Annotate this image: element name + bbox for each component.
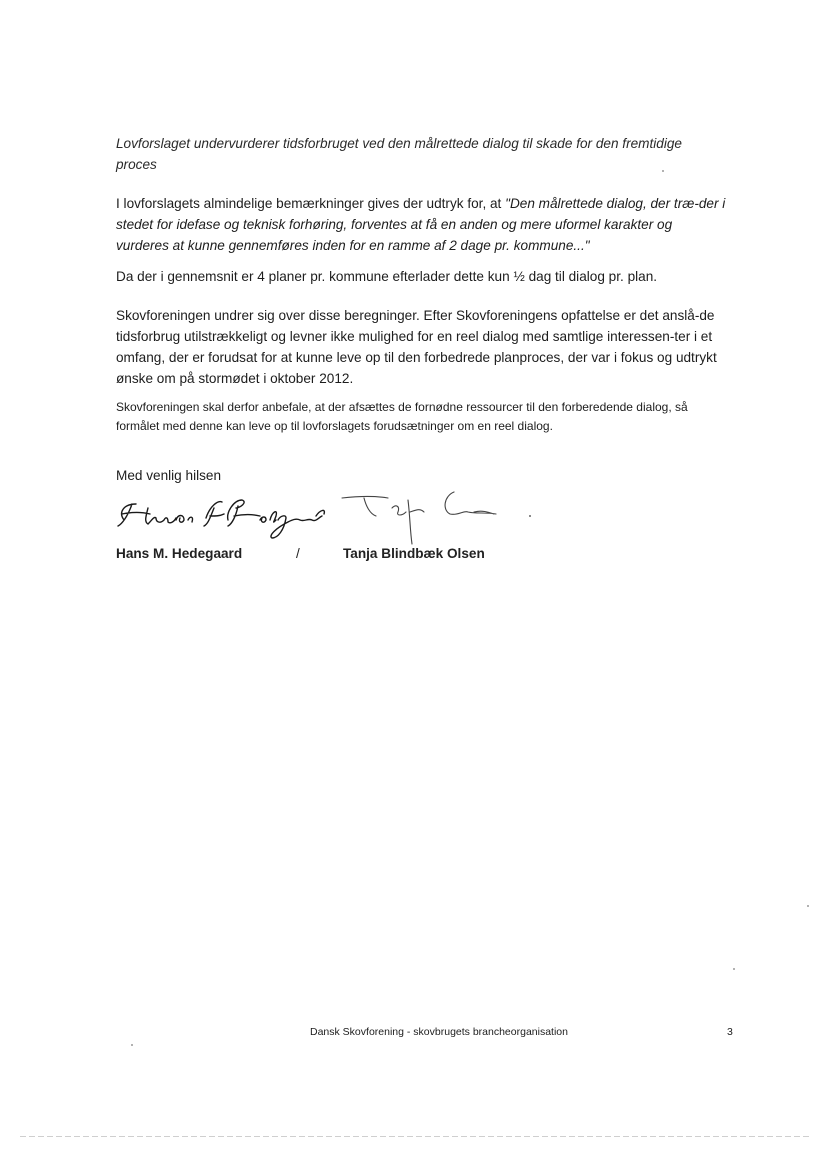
scan-speck [662, 170, 664, 172]
scan-speck [733, 968, 735, 970]
ink-dot [529, 515, 531, 517]
scan-speck [131, 1044, 133, 1046]
paragraph-remarks-intro: I lovforslagets almindelige bemærkninger gives der udtryk for, at [116, 196, 506, 211]
paragraph-remarks [116, 193, 726, 256]
scan-speck [807, 905, 809, 907]
paragraph-objection: Skovforeningen undrer sig over disse beregninger. Efter Skovforeningens opfattelse er det anslå-de tidsforbrug utilstrækkeligt og levner ikke mulighed for en reel dialog med samtlige interessen-ter i et omfang, der er forudsat for at kunne leve op til den forbedrede planproces, der var i fokus og udtrykt ønske om på stormødet i oktober 2012. [116, 308, 717, 386]
signatory-separator: / [296, 546, 300, 561]
closing-salutation: Med venlig hilsen [116, 468, 222, 483]
page-number: 3 [727, 1026, 733, 1038]
handwritten-signatures [110, 486, 550, 548]
signature-hans-hedegaard [118, 500, 324, 538]
paragraph-remarks-quote: "Den målrettede dialog, der træ-der i stedet for idefase og teknisk forhøring, forventes at få en anden og mere uformel karakter og vurderes at kunne gennemføres inden for en ramme af 2 dage pr. kommune..." [116, 196, 726, 253]
signatory-name-1: Hans M. Hedegaard [116, 546, 243, 561]
section-heading: Lovforslaget undervurderer tidsforbruget ved den målrettede dialog til skade for den fremtidige proces [116, 136, 682, 172]
signatory-name-2: Tanja Blindbæk Olsen [343, 546, 485, 561]
paragraph-average: Da der i gennemsnit er 4 planer pr. kommune efterlader dette kun ½ dag til dialog pr. plan. [116, 269, 658, 284]
footer-organization: Dansk Skovforening - skovbrugets brancheorganisation [310, 1026, 568, 1038]
paragraph-recommendation: Skovforeningen skal derfor anbefale, at der afsættes de fornødne ressourcer til den forberedende dialog, så formålet med denne kan leve op til lovforslagets forudsætninger om en reel dialog. [116, 400, 688, 433]
scan-edge-line [20, 1136, 810, 1137]
signature-tanja-olsen [342, 492, 496, 544]
